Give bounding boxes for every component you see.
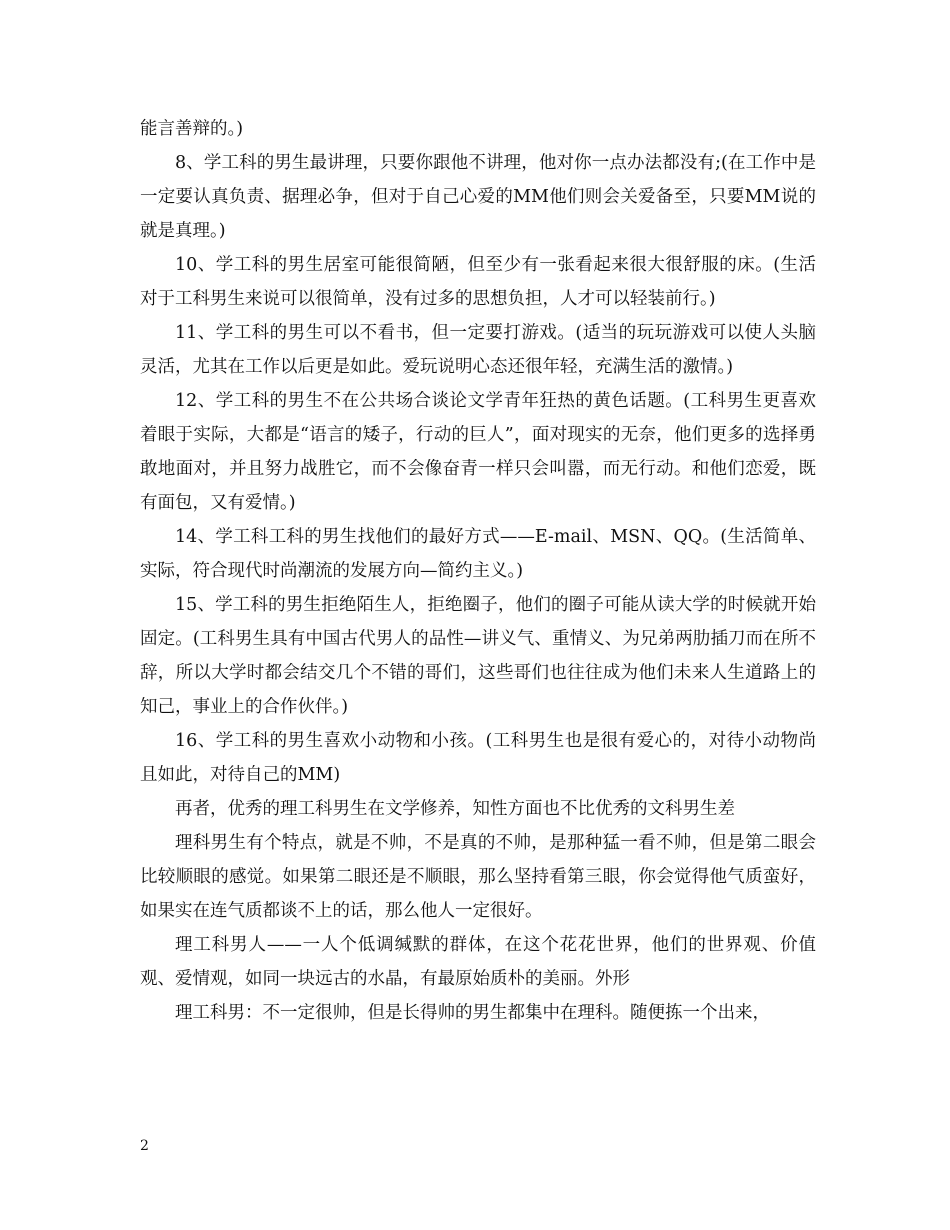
paragraph-item-15: 15、学工科的男生拒绝陌生人，拒绝圈子，他们的圈子可能从读大学的时候就开始固定。(工科男生具有中国古代男人的品性—讲义气、重情义、为兄弟两肋插刀而在所不辞，所以大学时都会结交几个不错的哥们，这些哥们也往往成为他们未来人生道路上的知己，事业上的合作伙伴。) (140, 595, 816, 717)
paragraph-continuation: 能言善辩的。) (140, 119, 244, 139)
paragraph-item-14: 14、学工科工科的男生找他们的最好方式——E-mail、MSN、QQ。(生活简单、实际，符合现代时尚潮流的发展方向—简约主义。) (140, 527, 816, 581)
paragraph-item-16: 16、学工科的男生喜欢小动物和小孩。(工科男生也是很有爱心的，对待小动物尚且如此，对待自己的MM) (140, 731, 816, 785)
paragraph-furthermore: 再者，优秀的理工科男生在文学修养，知性方面也不比优秀的文科男生差 (175, 799, 735, 819)
body-text (140, 112, 816, 1030)
paragraph-engineering-men: 理工科男人——一人个低调缄默的群体，在这个花花世界，他们的世界观、价值观、爱情观，如同一块远古的水晶，有最原始质朴的美丽。外形 (140, 935, 816, 989)
paragraph-appearance: 理工科男：不一定很帅，但是长得帅的男生都集中在理科。随便拣一个出来， (175, 1003, 770, 1023)
paragraph-item-10: 10、学工科的男生居室可能很简陋，但至少有一张看起来很大很舒服的床。(生活对于工科男生来说可以很简单，没有过多的思想负担，人才可以轻装前行。) (140, 255, 816, 309)
paragraph-item-8: 8、学工科的男生最讲理，只要你跟他不讲理，他对你一点办法都没有;(在工作中是一定要认真负责、据理必争，但对于自己心爱的MM他们则会关爱备至，只要MM说的就是真理。) (140, 153, 816, 241)
paragraph-science-boys: 理科男生有个特点，就是不帅，不是真的不帅，是那种猛一看不帅，但是第二眼会比较顺眼的感觉。如果第二眼还是不顺眼，那么坚持看第三眼，你会觉得他气质蛮好，如果实在连气质都谈不上的话，那么他人一定很好。 (140, 833, 816, 921)
page-number: 2 (140, 1138, 149, 1154)
paragraph-item-12: 12、学工科的男生不在公共场合谈论文学青年狂热的黄色话题。(工科男生更喜欢着眼于实际，大都是“语言的矮子，行动的巨人”，面对现实的无奈，他们更多的选择勇敢地面对，并且努力战胜它，而不会像奋青一样只会叫嚣，而无行动。和他们恋爱，既有面包，又有爱情。) (140, 391, 816, 513)
paragraph-item-11: 11、学工科的男生可以不看书，但一定要打游戏。(适当的玩玩游戏可以使人头脑灵活，尤其在工作以后更是如此。爱玩说明心态还很年轻，充满生活的激情。) (140, 323, 816, 377)
